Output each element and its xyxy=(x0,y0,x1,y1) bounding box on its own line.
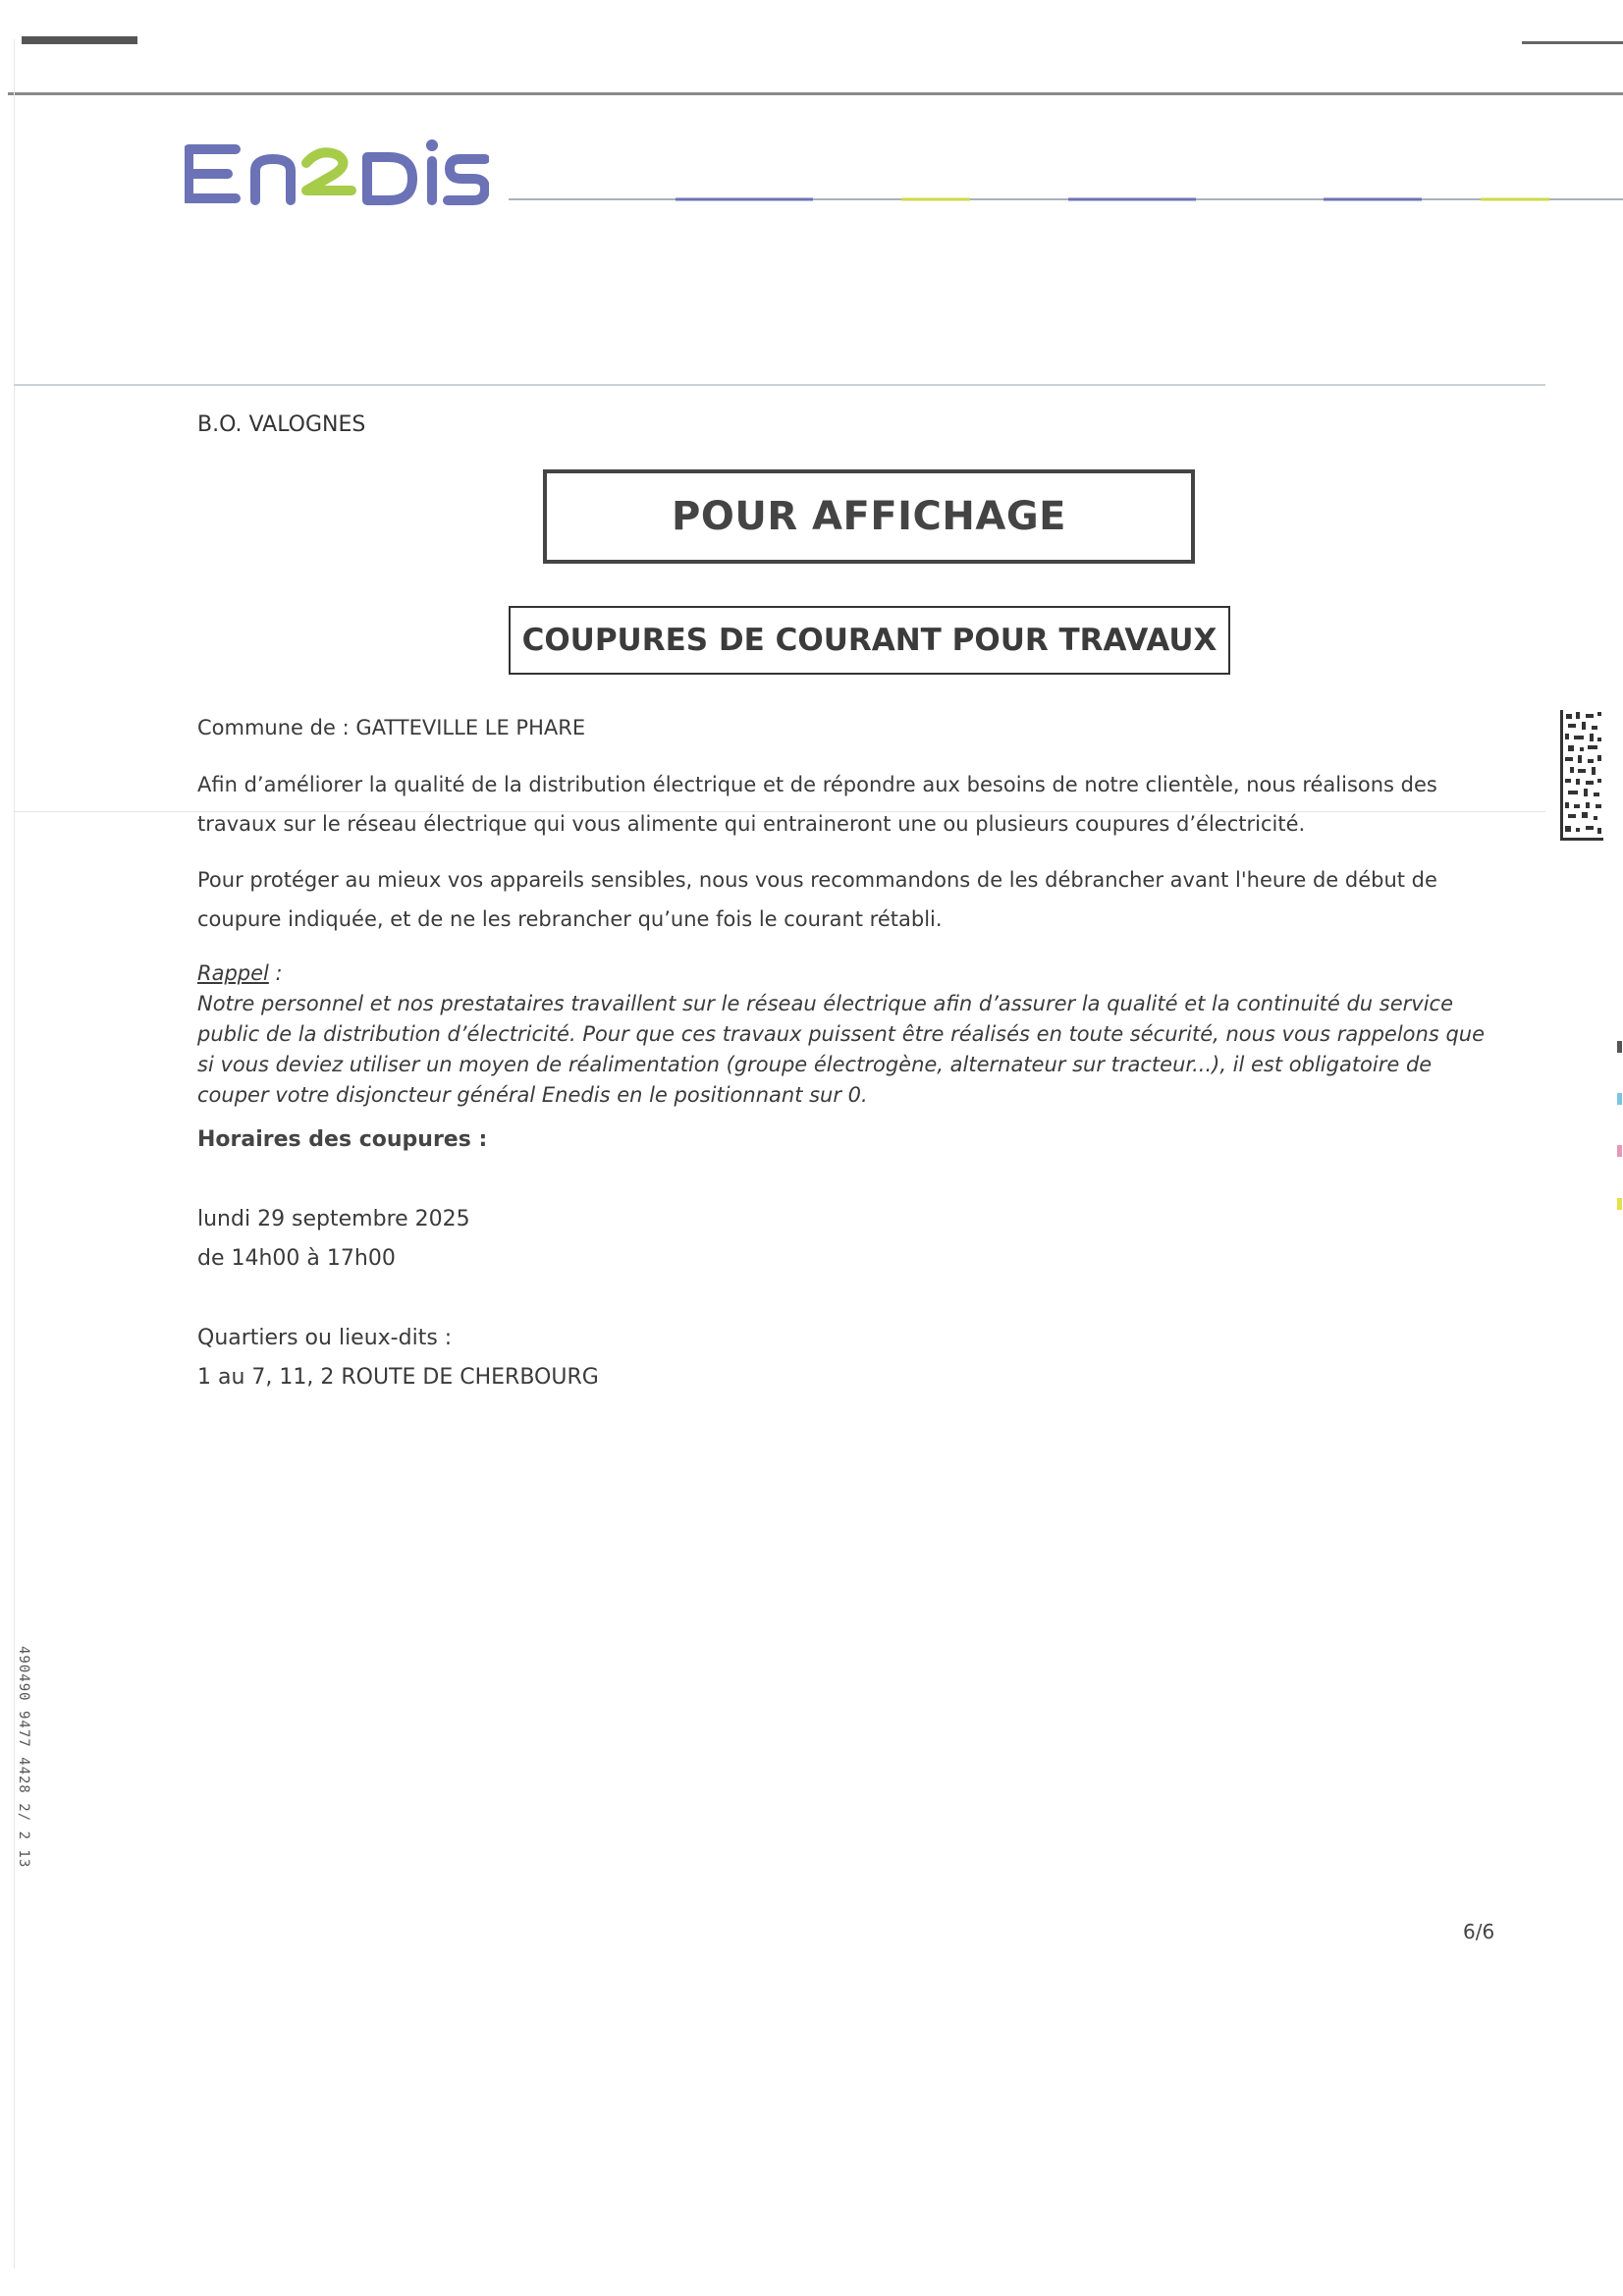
color-mark-cyan xyxy=(1617,1093,1622,1105)
office-name: B.O. VALOGNES xyxy=(197,412,366,437)
vertical-reference-code: 490490 9477 4428 2/ 2 13 xyxy=(16,1646,31,1869)
rappel-colon: : xyxy=(268,961,283,985)
schedule-date: lundi 29 septembre 2025 xyxy=(197,1207,470,1231)
color-mark-magenta xyxy=(1617,1145,1622,1157)
rappel-label: Rappel xyxy=(197,961,269,985)
page-number: 6/6 xyxy=(1463,1920,1495,1943)
color-mark-yellow xyxy=(1617,1198,1622,1210)
commune-line: Commune de : GATTEVILLE LE PHARE xyxy=(197,716,586,739)
top-rule xyxy=(8,92,1623,95)
scan-mark-top-left xyxy=(22,36,137,44)
rappel-block xyxy=(197,958,1503,1111)
scan-mark-top-right xyxy=(1522,41,1623,44)
schedule-label: Horaires des coupures : xyxy=(197,1127,488,1152)
notice-subtitle: COUPURES DE COURANT POUR TRAVAUX xyxy=(521,623,1217,658)
rappel-heading xyxy=(197,958,1503,989)
enedis-logo-icon xyxy=(185,136,489,214)
intro-paragraph: Afin d’améliorer la qualité de la distribution électrique et de répondre aux besoins de notre clientèle, nous réalisons des travaux sur le réseau électrique qui vous alimente qui entraineront une ou plusieurs coupures d’électricité. xyxy=(197,773,1437,836)
schedule-hours: de 14h00 à 17h00 xyxy=(197,1246,396,1271)
header-divider xyxy=(509,197,1623,201)
enedis-logo xyxy=(185,136,489,214)
page-edge xyxy=(14,39,15,2269)
location-label: Quartiers ou lieux-dits : xyxy=(197,1326,453,1350)
header-bottom-rule xyxy=(14,384,1545,386)
color-mark-black xyxy=(1617,1041,1622,1053)
notice-title-box xyxy=(543,469,1195,564)
notice-title: POUR AFFICHAGE xyxy=(672,494,1066,539)
notice-subtitle-box xyxy=(509,606,1230,675)
advice-paragraph: Pour protéger au mieux vos appareils sensibles, nous vous recommandons de les débrancher avant l'heure de début de coupure indiquée, et de ne les rebrancher qu’une fois le courant rétabli. xyxy=(197,868,1437,931)
rappel-text: Notre personnel et nos prestataires travaillent sur le réseau électrique afin d’assurer la qualité et la continuité du service public de la distribution d’électricité. Pour que ces travaux puissent être réalisés en toute sécurité, nous vous rappelons que si vous deviez utiliser un moyen de réalimentation (groupe électrogène, alternateur sur tracteur...), il est obligatoire de couper votre disjoncteur général Enedis en le positionnant sur 0. xyxy=(197,992,1486,1107)
datamatrix-barcode-icon xyxy=(1560,710,1603,841)
location-value: 1 au 7, 11, 2 ROUTE DE CHERBOURG xyxy=(197,1365,599,1390)
